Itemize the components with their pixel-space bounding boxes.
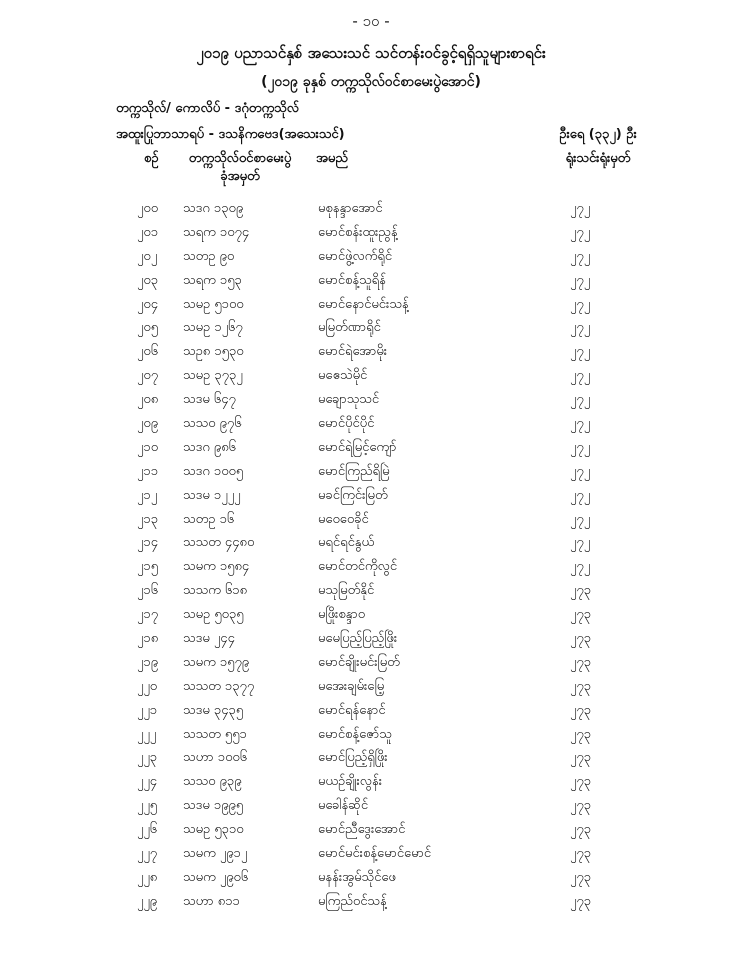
table-row (0, 439, 742, 463)
office-number: ၂၇၂ (570, 487, 591, 503)
table-row (0, 319, 742, 343)
office-number: ၂၇၂ (570, 463, 591, 479)
office-number: ၂၇၂ (570, 439, 591, 455)
student-name: မောင်ဖွဲ့လက်ရိုင် (318, 248, 393, 264)
roll-number: သမဥ ၁၂၆၇ (183, 320, 243, 336)
roll-number: သမဥ ၅၃၁၀ (183, 822, 244, 838)
student-name: မရင်ရင်နွယ် (318, 535, 375, 551)
row-number: ၂၂၄ (137, 774, 158, 790)
row-number: ၂၀၁ (137, 224, 159, 240)
row-number: ၂၁၇ (137, 607, 159, 623)
roll-number: သတဥ ၁၆ (183, 511, 235, 527)
student-name: မချောသုသင် (318, 392, 380, 408)
table-row (0, 893, 742, 917)
office-number: ၂၇၃ (570, 654, 592, 670)
roll-number: သတဥ ၉၀ (183, 248, 235, 264)
table-row (0, 702, 742, 726)
table-row (0, 463, 742, 487)
row-number: ၂၂၈ (137, 869, 158, 885)
office-number: ၂၇၂ (570, 248, 591, 264)
student-name: မောင်ကြည်ရိမြဲ (318, 463, 390, 479)
table-row (0, 582, 742, 606)
document-title: ၂၀၁၉ ပညာသင်နှစ် အသေးသင် သင်တန်းဝင်ခွင့်ရရှိသူများစာရင်း (196, 44, 546, 62)
office-number: ၂၇၂ (570, 320, 591, 336)
row-number: ၂၂၂ (137, 726, 157, 742)
table-row (0, 606, 742, 630)
office-number: ၂၇၃ (570, 822, 592, 838)
table-row (0, 224, 742, 248)
table-row (0, 869, 742, 893)
office-number: ၂၇၂ (570, 392, 591, 408)
row-number: ၂၁၄ (137, 535, 159, 551)
office-number: ၂၇၃ (570, 702, 592, 718)
student-name: မောင်စန်းထူးညွန့် (318, 224, 398, 240)
student-name: မောင်ရဲအောမိုး (318, 344, 388, 360)
table-row (0, 749, 742, 773)
table-row (0, 773, 742, 797)
table-row (0, 487, 742, 511)
row-number: ၂၂၁ (137, 702, 158, 718)
roll-number: သဒမ ၁၂၂၂ (183, 487, 241, 503)
student-name: မကြည်ဝင်သန့် (318, 893, 387, 909)
table-row (0, 511, 742, 535)
office-number: ၂၇၂ (570, 416, 591, 432)
student-name: မမြတ်ဏာရိုင် (318, 320, 381, 336)
office-number: ၂၇၃ (570, 893, 592, 909)
row-number: ၂၁၈ (137, 631, 159, 647)
roll-number: သဒဂ ၁၃၀၉ (183, 201, 244, 216)
row-number: ၂၂၆ (137, 822, 158, 838)
office-number: ၂၇၂ (570, 511, 591, 527)
office-number: ၂၇၃ (570, 631, 592, 647)
count-heading: ဦးရေ (၃၃၂) ဦး (559, 127, 637, 142)
table-row (0, 200, 742, 224)
roll-number: သသတ ၄၄၈၀ (183, 535, 255, 551)
student-name: မောင်ရန်နောင် (318, 702, 386, 718)
student-name: မောင်ချိုးမင်းမြတ် (318, 654, 400, 670)
office-number: ၂၇၃ (570, 869, 592, 885)
roll-number: သဒဂ ၉၈၆ (183, 439, 236, 455)
office-number: ၂၇၂ (570, 559, 591, 575)
student-name: မောင်ညီဒွေးအောင် (318, 822, 406, 838)
student-name: မခင်ကြင်းမြတ် (318, 487, 388, 503)
column-header-office: ရုံးသင်းရုံးမှတ် (565, 151, 631, 166)
column-header-no: စဉ် (144, 151, 159, 166)
document-subtitle: (၂၀၁၉ ခုနှစ် တက္ကသိုလ်ဝင်စာမေးပွဲအောင်) (261, 74, 481, 90)
student-name: မအေးချမ်းမြေ့ (318, 678, 385, 694)
column-header-roll: တက္ကသိုလ်ဝင်စာမေးပွဲ (188, 151, 292, 166)
row-number: ၂၀၈ (137, 392, 159, 408)
student-name: မောင်စန့်သူရိန် (318, 272, 386, 288)
table-row (0, 534, 742, 558)
roll-number: သမက ၁၅၇၉ (183, 654, 250, 670)
roll-number: သမက ၁၅၈၄ (183, 559, 250, 575)
table-row (0, 630, 742, 654)
row-number: ၂၀၂ (137, 248, 158, 264)
roll-number: သရက ၁၀၇၄ (183, 224, 250, 240)
student-name: မောင်ပြည့်ရှိဖြိုး (318, 750, 388, 766)
table-row (0, 797, 742, 821)
table-row (0, 391, 742, 415)
table-row (0, 558, 742, 582)
student-name: မခေါန်ဆိုင် (318, 798, 369, 814)
office-number: ၂၇၃ (570, 774, 592, 790)
row-number: ၂၁၆ (137, 583, 159, 599)
roll-number: သဒမ ၁၉၉၅ (183, 798, 244, 814)
table-row (0, 367, 742, 391)
student-name: မစုနန္ဒာအောင် (318, 201, 383, 216)
office-number: ၂၇၂ (570, 368, 591, 384)
column-header-name: အမည် (316, 151, 348, 166)
student-name: မောင်နောင်မင်းသန့် (318, 296, 409, 312)
roll-number: သသ၀ ၉၇၆ (183, 416, 242, 432)
table-row (0, 845, 742, 869)
table-row (0, 343, 742, 367)
row-number: ၂၀၉ (137, 416, 159, 432)
row-number: ၂၁၁ (137, 463, 159, 479)
student-list (0, 200, 742, 917)
roll-number: သမဥ ၅၀၃၅ (183, 607, 244, 623)
student-name: မဝေဝေခိုင် (318, 511, 369, 527)
student-name: မောင်ပိုင်ပိုင် (318, 416, 375, 432)
office-number: ၂၇၃ (570, 583, 592, 599)
roll-number: သဟာ ၁၀၀၆ (183, 750, 248, 766)
table-row (0, 654, 742, 678)
roll-number: သမဥ ၃၇၃၂ (183, 368, 243, 384)
office-number: ၂၇၃ (570, 750, 592, 766)
office-number: ၂၇၃ (570, 726, 592, 742)
student-name: မသုမြတ်နိုင် (318, 583, 375, 599)
roll-number: သသတ ၅၅၁ (183, 726, 247, 742)
office-number: ၂၇၂ (570, 344, 591, 360)
student-name: မောင်စန့်ဇော်သူ (318, 726, 392, 742)
table-row (0, 272, 742, 296)
row-number: ၂၂၀ (137, 678, 158, 694)
roll-number: သဒမ ၃၄၃၅ (183, 702, 244, 718)
row-number: ၂၀၄ (137, 296, 159, 312)
student-name: မဧေသဲမိုင် (318, 368, 368, 384)
row-number: ၂၀၃ (137, 272, 159, 288)
roll-number: သဒမ ၂၄၄ (183, 631, 235, 647)
row-number: ၂၀၆ (137, 344, 159, 360)
row-number: ၂၂၃ (137, 750, 158, 766)
roll-number: သမက ၂၉၁၂ (183, 846, 248, 862)
roll-number: သဥ၈ ၁၅၃၀ (183, 344, 244, 360)
office-number: ၂၇၂ (570, 201, 591, 216)
row-number: ၂၂၉ (137, 893, 158, 909)
student-name: မဖြိုးစန္ဒာဝ (318, 607, 366, 623)
table-row (0, 821, 742, 845)
roll-number: သမက ၂၉၀၆ (183, 869, 249, 885)
table-row (0, 678, 742, 702)
student-name: မောင်ရဲမြင့်ကျော် (318, 439, 397, 455)
roll-number: သသက ၆၁၈ (183, 583, 248, 599)
office-number: ၂၇၂ (570, 296, 591, 312)
office-number: ၂၇၃ (570, 846, 592, 862)
row-number: ၂၀၀ (137, 201, 159, 216)
roll-number: သမဥ ၅၁၀၀ (183, 296, 244, 312)
office-number: ၂၇၃ (570, 607, 592, 623)
roll-number: သဒဂ ၁၀၀၅ (183, 463, 244, 479)
office-number: ၂၇၂ (570, 272, 591, 288)
row-number: ၂၁၅ (137, 559, 159, 575)
table-row (0, 248, 742, 272)
student-name: မယဉ်ချိုးလွန်း (318, 774, 383, 790)
student-name: မောင်မင်းစန့်မောင်မောင် (318, 846, 432, 862)
office-number: ၂၇၂ (570, 535, 591, 551)
university-line: တက္ကသိုလ်/ ကောလိပ် - ဒဂုံတက္ကသိုလ် (116, 101, 299, 116)
roll-number: သသတ ၁၃၇၇ (183, 678, 255, 694)
roll-number: သဒမ ၆၄၇ (183, 392, 236, 408)
row-number: ၂၀၇ (137, 368, 159, 384)
row-number: ၂၁၀ (137, 439, 159, 455)
roll-number: သသ၀ ၉၃၉ (183, 774, 242, 790)
column-header-roll-line2: ခုံအမှတ် (220, 169, 260, 184)
roll-number: သဟာ ၈၁၁ (183, 893, 240, 909)
roll-number: သရက ၁၅၃ (183, 272, 242, 288)
page-number: - ၁၀ - (352, 12, 390, 30)
student-name: မနန်းအွမ်သိုင်ဖေ (318, 869, 396, 885)
student-name: မောင်တင်ကိုလွင် (318, 559, 398, 575)
office-number: ၂၇၂ (570, 224, 591, 240)
office-number: ၂၇၃ (570, 798, 592, 814)
row-number: ၂၂၅ (137, 798, 158, 814)
row-number: ၂၂၇ (137, 846, 158, 862)
row-number: ၂၁၃ (137, 511, 159, 527)
office-number: ၂၇၃ (570, 678, 592, 694)
row-number: ၂၁၂ (137, 487, 158, 503)
major-line: အထူးပြုဘာသာရပ် - ဒသနိကဗေဒ(အသေးသင်) (116, 127, 345, 142)
table-row (0, 296, 742, 320)
row-number: ၂၁၉ (137, 654, 159, 670)
table-row (0, 415, 742, 439)
table-row (0, 726, 742, 750)
row-number: ၂၀၅ (137, 320, 159, 336)
student-name: မမေပြည့်ပြည့်ဖြိုး (318, 631, 398, 647)
